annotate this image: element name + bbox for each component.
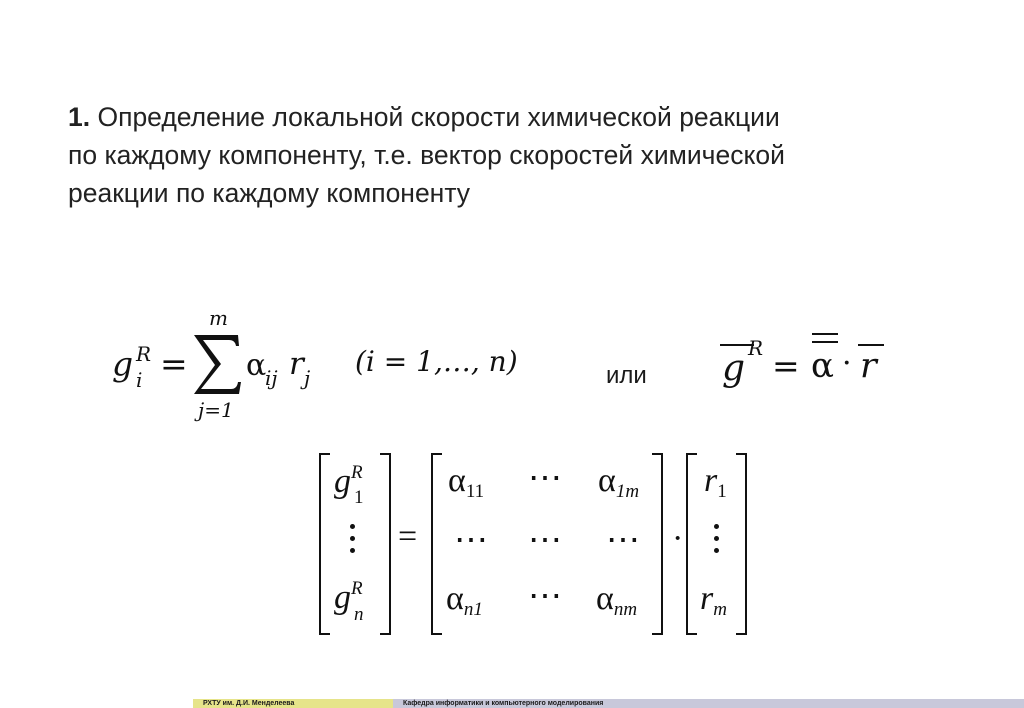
term-alpha: α xyxy=(246,348,267,383)
left-vector-bottom-sub: n xyxy=(354,604,364,625)
right-vector-bracket-open xyxy=(686,453,697,635)
matrix-row1-hdots: ⋯ xyxy=(528,460,562,497)
heading-text-1: Определение локальной скорости химической реакции xyxy=(97,102,780,132)
alpha-overline-2 xyxy=(812,341,838,343)
left-vector-bracket-close xyxy=(380,453,391,635)
term-r-sub: j xyxy=(304,366,311,390)
term-r: r xyxy=(289,346,304,382)
matrix-equals: = xyxy=(398,518,418,555)
vector-g: g xyxy=(722,348,746,389)
heading-line-2: по каждому компоненту, т.е. вектор скоростей химической xyxy=(68,140,785,170)
left-vector-vdots xyxy=(350,524,356,560)
footer-university: РХТУ им. Д.И. Менделеева xyxy=(193,699,393,708)
right-vector-bottom: $r_m$ xyxy=(700,580,727,620)
alpha-overline-1 xyxy=(812,333,838,335)
formula-lhs-g: g xyxy=(112,344,134,383)
matrix-bracket-close xyxy=(652,453,663,635)
formula-equals: = xyxy=(160,344,188,383)
sum-upper-limit: m xyxy=(209,306,228,330)
vector-dot: · xyxy=(842,346,852,381)
matrix-dot: · xyxy=(672,520,684,557)
right-vector-bracket-close xyxy=(736,453,747,635)
sum-lower-limit: j=1 xyxy=(198,398,234,422)
right-vector-vdots xyxy=(714,524,720,560)
matrix-a11: $\alpha_{11}$ xyxy=(448,462,485,502)
right-vector-top: $r_1$ xyxy=(704,462,727,502)
formula-lhs-sub: i xyxy=(136,368,143,392)
heading-number: 1. xyxy=(68,102,91,132)
left-vector-bottom: $g^R$ xyxy=(334,578,363,616)
left-vector-top-sub: 1 xyxy=(354,487,364,508)
vector-r: r xyxy=(860,346,877,386)
sigma-symbol xyxy=(191,332,243,396)
matrix-row3-hdots: ⋯ xyxy=(528,578,562,615)
matrix-an1: $\alpha_{n1}$ xyxy=(446,580,483,620)
matrix-row2-hdots-2: ⋯ xyxy=(528,522,562,559)
matrix-bracket-open xyxy=(431,453,442,635)
footer-department: Кафедра информатики и компьютерного моделирования xyxy=(393,699,1024,708)
or-label: или xyxy=(606,362,647,389)
heading-line-1 xyxy=(68,98,968,136)
matrix-row2-hdots-3: ⋯ xyxy=(606,522,640,559)
matrix-alpha: α xyxy=(811,346,834,386)
term-alpha-sub: ij xyxy=(265,366,278,390)
index-condition: (i = 1,…, n) xyxy=(355,345,518,378)
matrix-anm: $\alpha_{nm}$ xyxy=(596,580,638,620)
vector-equals: = xyxy=(772,346,800,385)
matrix-a1m: $\alpha_{1m}$ xyxy=(598,462,640,502)
left-vector-top: $g^R$ xyxy=(334,462,363,500)
slide-heading xyxy=(68,98,968,212)
left-vector-bracket-open xyxy=(319,453,330,635)
heading-line-3: реакции по каждому компоненту xyxy=(68,178,471,208)
formula-lhs-sup: R xyxy=(136,342,152,366)
matrix-row2-hdots-1: ⋯ xyxy=(454,522,488,559)
vector-g-sup: R xyxy=(748,336,764,360)
